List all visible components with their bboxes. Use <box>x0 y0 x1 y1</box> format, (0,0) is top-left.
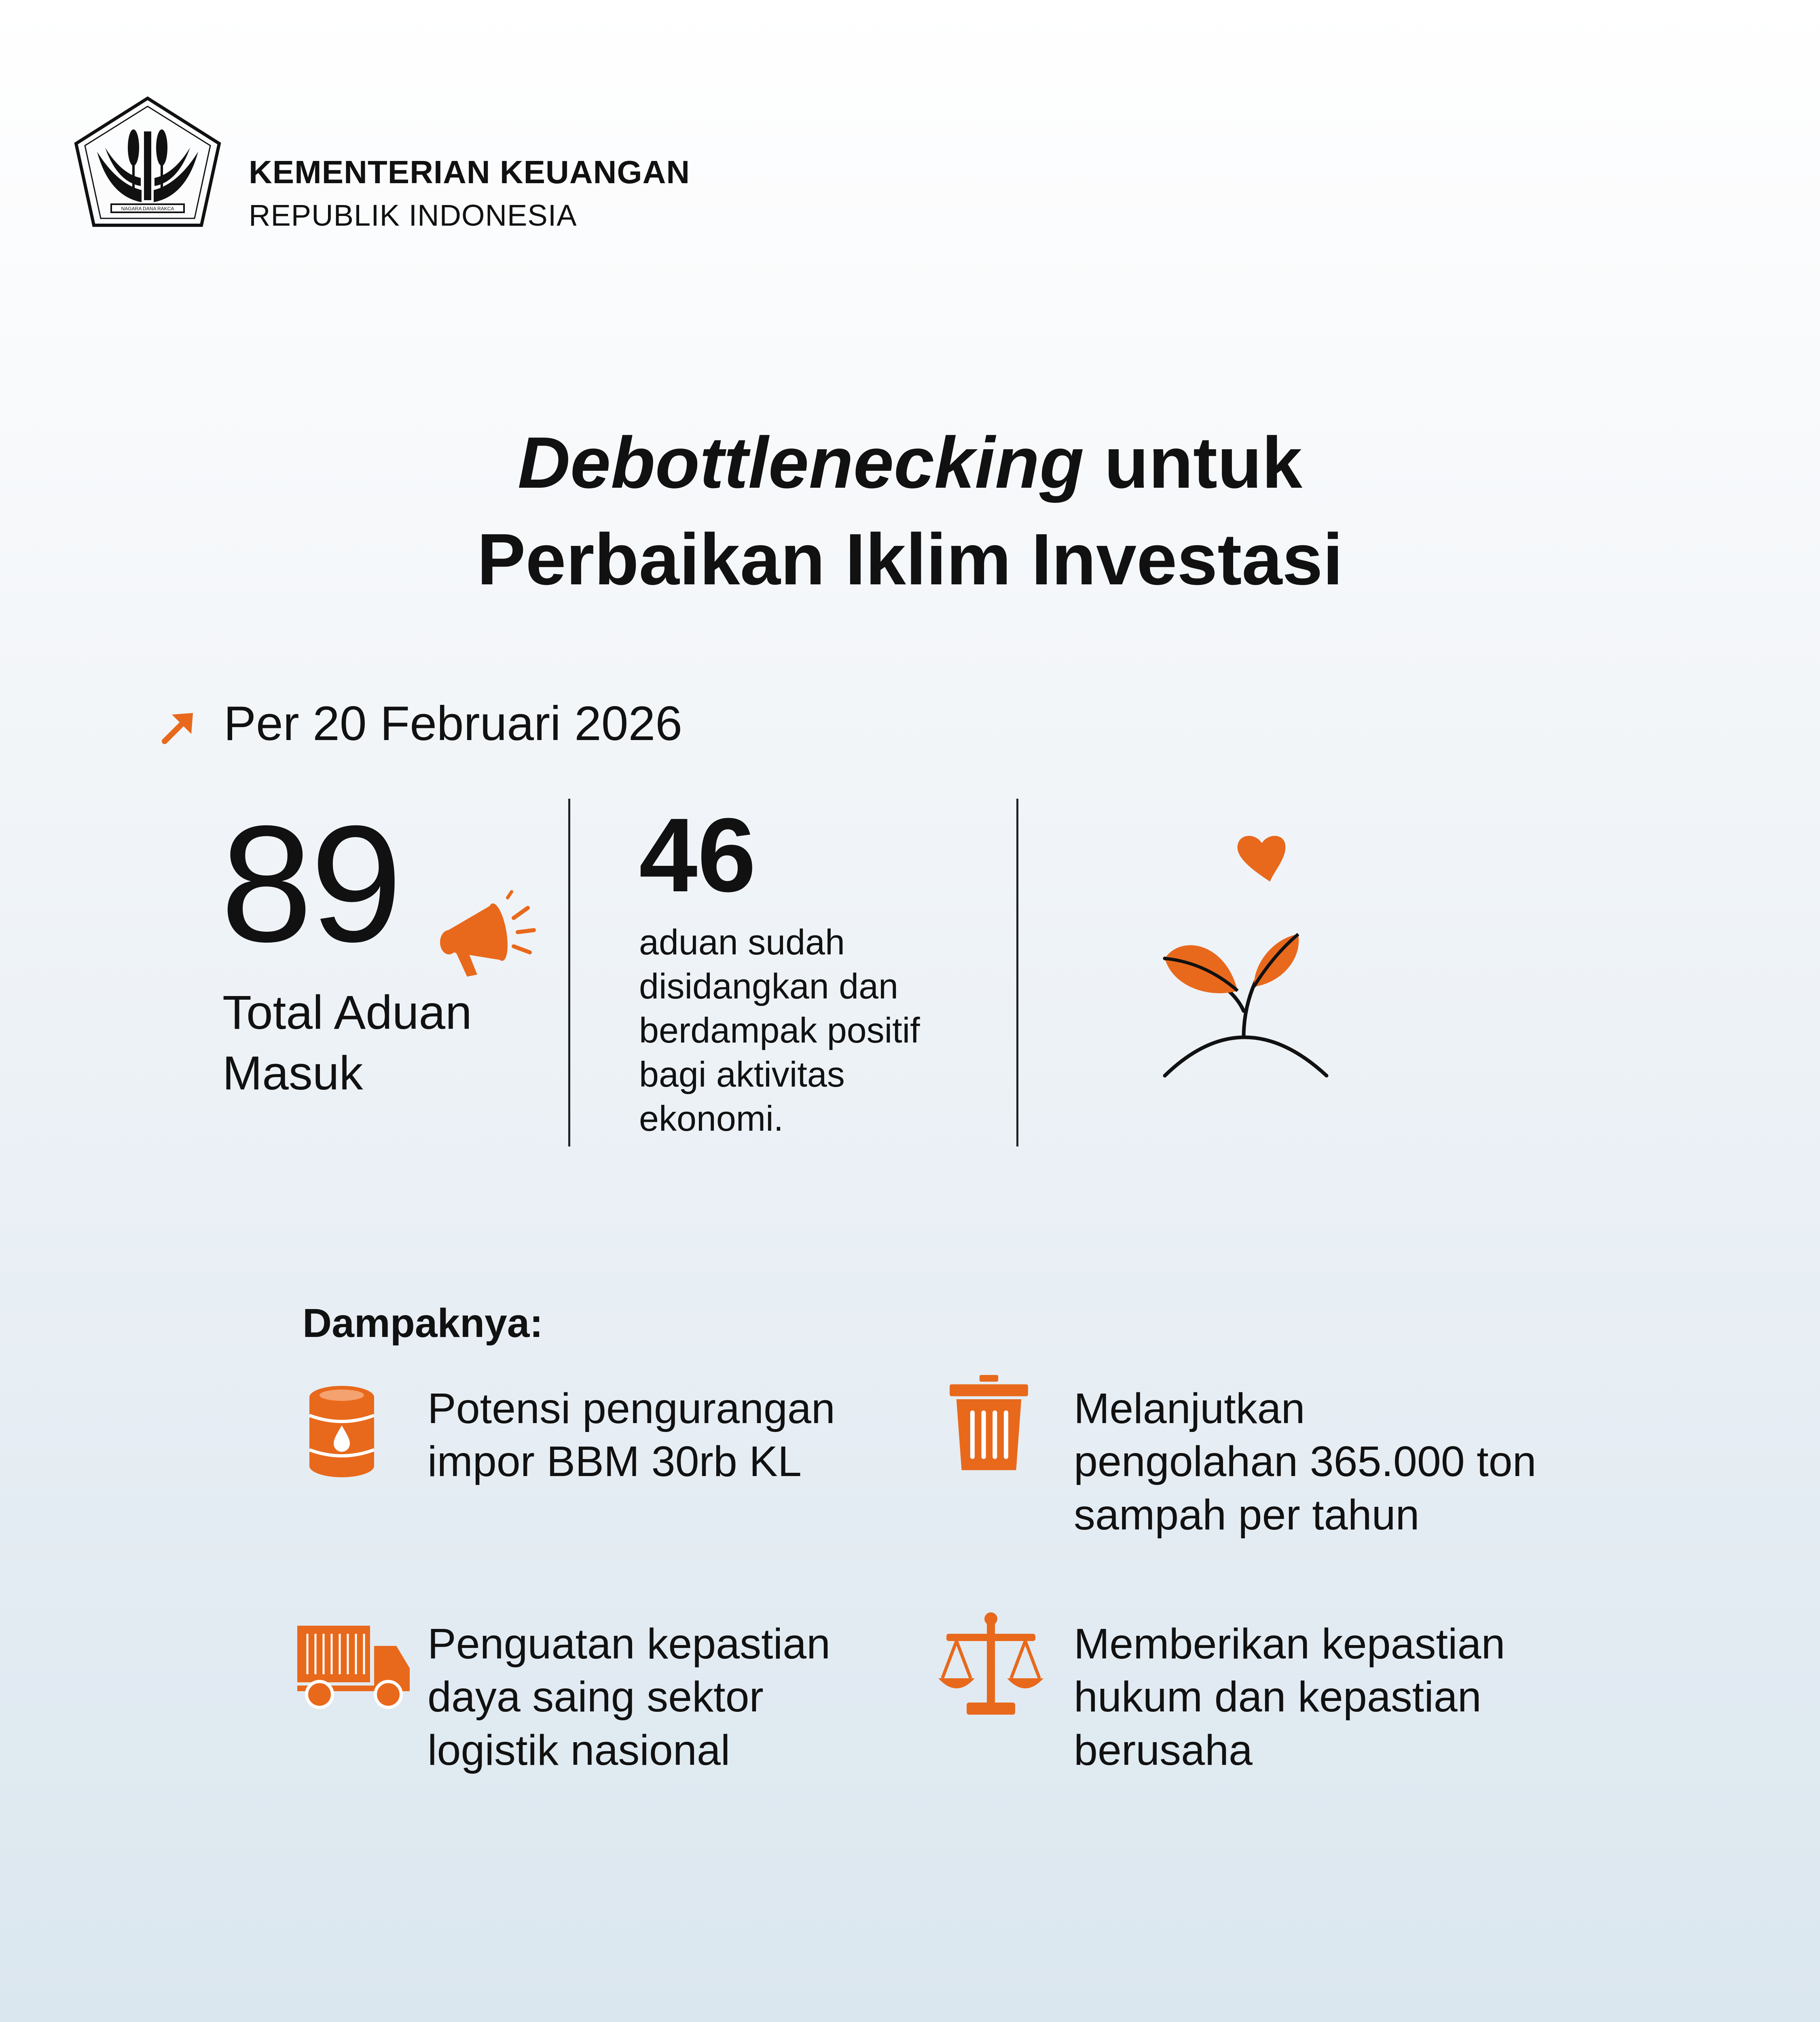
kemenkeu-logo <box>73 95 222 231</box>
impact-text-3 <box>427 1618 1002 1777</box>
impact-text-4 <box>1074 1618 1648 1777</box>
scales-icon <box>938 1612 1043 1717</box>
impact-line: pengolahan 365.000 ton <box>1074 1438 1536 1486</box>
impact-text-2 <box>1074 1382 1648 1542</box>
trash-bin-icon <box>946 1375 1031 1472</box>
arrow-up-right-icon <box>160 710 196 746</box>
resolved-desc-line: disidangkan dan <box>639 966 898 1007</box>
divider-1 <box>568 799 570 1146</box>
resolved-desc-line: aduan sudah <box>639 922 845 962</box>
total-aduan-value: 89 <box>220 791 400 976</box>
resolved-description <box>639 920 1003 1141</box>
org-subtitle: REPUBLIK INDONESIA <box>249 199 577 232</box>
total-aduan-label-line2: Masuk <box>222 1046 363 1100</box>
total-aduan-label <box>222 983 546 1104</box>
impact-line: Penguatan kepastian <box>427 1620 831 1668</box>
resolved-desc-line: bagi aktivitas <box>639 1054 845 1095</box>
resolved-value: 46 <box>639 797 756 914</box>
impact-line: hukum dan kepastian <box>1074 1673 1481 1721</box>
org-name: KEMENTERIAN KEUANGAN <box>249 154 690 190</box>
impact-line: impor BBM 30rb KL <box>427 1438 802 1486</box>
impact-line: Melanjutkan <box>1074 1385 1305 1432</box>
total-aduan-label-line1: Total Aduan <box>222 986 472 1039</box>
impact-line: daya saing sektor <box>427 1673 764 1721</box>
megaphone-icon <box>433 890 538 983</box>
title-line2: Perbaikan Iklim Investasi <box>477 519 1343 601</box>
impact-line: berusaha <box>1074 1726 1253 1774</box>
oil-barrel-icon <box>303 1383 388 1480</box>
truck-icon <box>297 1622 411 1711</box>
page-title <box>0 415 1820 608</box>
svg-text:NAGARA DANA RAKCA: NAGARA DANA RAKCA <box>121 206 174 212</box>
impact-line: sampah per tahun <box>1074 1491 1420 1539</box>
impact-heading: Dampaknya: <box>303 1301 543 1346</box>
impact-text-1 <box>427 1382 1002 1489</box>
impact-line: Memberikan kepastian <box>1074 1620 1505 1668</box>
resolved-desc-line: ekonomi. <box>639 1098 784 1139</box>
sprout-heart-icon <box>1157 833 1339 1088</box>
resolved-desc-line: berdampak positif <box>639 1010 920 1051</box>
divider-2 <box>1016 799 1018 1146</box>
impact-line: Potensi pengurangan <box>427 1385 835 1432</box>
impact-line: logistik nasional <box>427 1726 730 1774</box>
title-line1-rest: untuk <box>1084 422 1303 503</box>
title-italic: Debottlenecking <box>517 422 1084 503</box>
date-text: Per 20 Februari 2026 <box>224 696 683 751</box>
